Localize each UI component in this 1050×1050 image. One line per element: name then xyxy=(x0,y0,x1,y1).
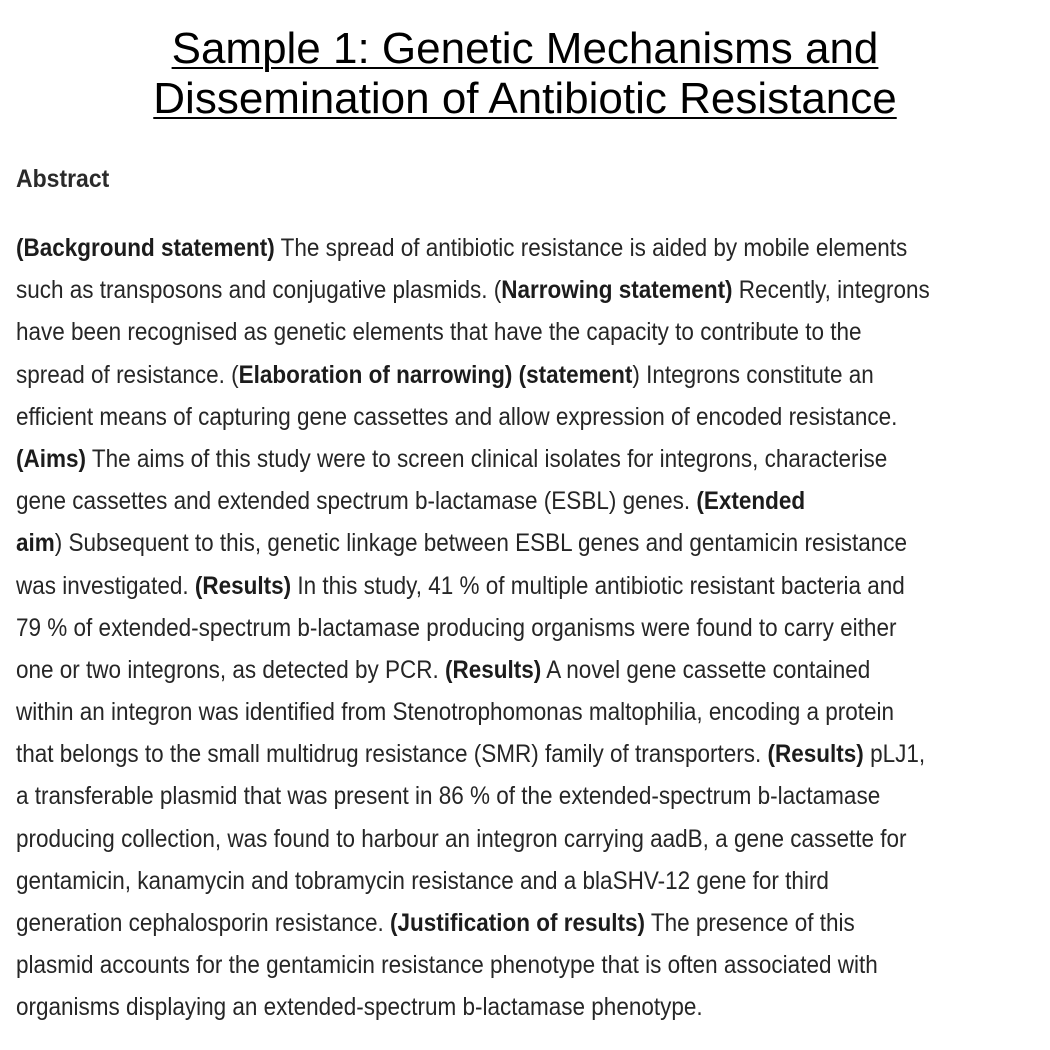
abstract-body xyxy=(16,227,1031,1029)
abstract-bold-segment: (Justification of results) xyxy=(389,909,646,937)
abstract-line xyxy=(16,860,930,902)
abstract-text-segment: The aims of this study were to screen clinical isolates for integrons, characterise xyxy=(86,444,888,473)
abstract-line xyxy=(16,565,930,607)
abstract-heading: Abstract xyxy=(16,165,110,193)
abstract-line xyxy=(16,986,930,1028)
abstract-bold-segment: (Results) xyxy=(444,655,542,684)
abstract-line xyxy=(16,354,930,396)
abstract-bold-segment: Narrowing statement) xyxy=(501,276,733,305)
abstract-text-segment: was investigated. xyxy=(16,571,195,600)
abstract-text-segment: The presence of this xyxy=(645,909,855,937)
abstract-line xyxy=(16,227,930,269)
slide-title-line-1: Sample 1: Genetic Mechanisms and xyxy=(171,24,879,73)
abstract-text-segment: such as transposons and conjugative plasmids. ( xyxy=(16,276,502,305)
abstract-text-segment: gene cassettes and extended spectrum b-lactamase (ESBL) genes. xyxy=(16,487,697,516)
abstract-text-segment: gentamicin, kanamycin and tobramycin resistance and a blaSHV-12 gene for third xyxy=(16,866,829,895)
abstract-line xyxy=(16,691,930,733)
abstract-line xyxy=(16,396,930,438)
abstract-line xyxy=(16,480,930,522)
abstract-text-segment: pLJ1, xyxy=(863,740,926,769)
abstract-line xyxy=(16,311,930,353)
abstract-text-segment: 79 % of extended-spectrum b-lactamase producing organisms were found to carry either xyxy=(16,613,897,642)
abstract-text-segment: a transferable plasmid that was present in 86 % of the extended-spectrum b-lactamase xyxy=(16,782,881,811)
abstract-text-segment: The spread of antibiotic resistance is aided by mobile elements xyxy=(274,234,908,262)
abstract-line xyxy=(16,269,930,311)
abstract-line xyxy=(16,649,930,691)
abstract-text-segment: spread of resistance. ( xyxy=(16,360,239,389)
abstract-text-segment: within an integron was identified from Stenotrophomonas maltophilia, encoding a protein xyxy=(16,698,895,727)
abstract-text-segment: producing collection, was found to harbour an integron carrying aadB, a gene cassette for xyxy=(16,824,907,853)
slide-title xyxy=(0,24,1050,124)
abstract-text-segment: In this study, 41 % of multiple antibiotic resistant bacteria and xyxy=(291,571,905,600)
abstract-text-segment: Recently, integrons xyxy=(732,276,930,305)
abstract-line xyxy=(16,818,930,860)
abstract-line xyxy=(16,775,930,817)
abstract-line xyxy=(16,733,930,775)
abstract-text-segment: A novel gene cassette contained xyxy=(541,655,871,684)
abstract-bold-segment: aim xyxy=(16,529,55,558)
abstract-line xyxy=(16,438,930,480)
abstract-text-segment: one or two integrons, as detected by PCR. xyxy=(16,655,445,684)
abstract-line xyxy=(16,902,930,944)
slide-title-line-2: Dissemination of Antibiotic Resistance xyxy=(153,74,897,123)
abstract-text-segment: ) Integrons constitute an xyxy=(632,360,874,389)
abstract-text-segment: have been recognised as genetic elements that have the capacity to contribute to the xyxy=(16,318,862,347)
abstract-text-segment: that belongs to the small multidrug resistance (SMR) family of transporters. xyxy=(16,740,768,769)
abstract-bold-segment: Elaboration of narrowing) (statement xyxy=(238,360,633,389)
abstract-text-segment: generation cephalosporin resistance. xyxy=(16,909,390,937)
abstract-bold-segment: (Results) xyxy=(194,571,292,600)
abstract-text-segment: efficient means of capturing gene cassettes and allow expression of encoded resistance. xyxy=(16,402,898,431)
abstract-text-segment: organisms displaying an extended-spectrum b-lactamase phenotype. xyxy=(16,993,703,1022)
abstract-text-segment: plasmid accounts for the gentamicin resistance phenotype that is often associated with xyxy=(16,951,878,980)
abstract-line xyxy=(16,944,930,986)
abstract-bold-segment: (Aims) xyxy=(16,444,87,473)
abstract-line xyxy=(16,607,930,649)
abstract-text-segment: ) Subsequent to this, genetic linkage between ESBL genes and gentamicin resistance xyxy=(54,529,908,558)
abstract-bold-segment: (Background statement) xyxy=(16,234,275,262)
abstract-line xyxy=(16,522,930,564)
abstract-bold-segment: (Extended xyxy=(696,487,806,516)
abstract-bold-segment: (Results) xyxy=(767,740,864,769)
